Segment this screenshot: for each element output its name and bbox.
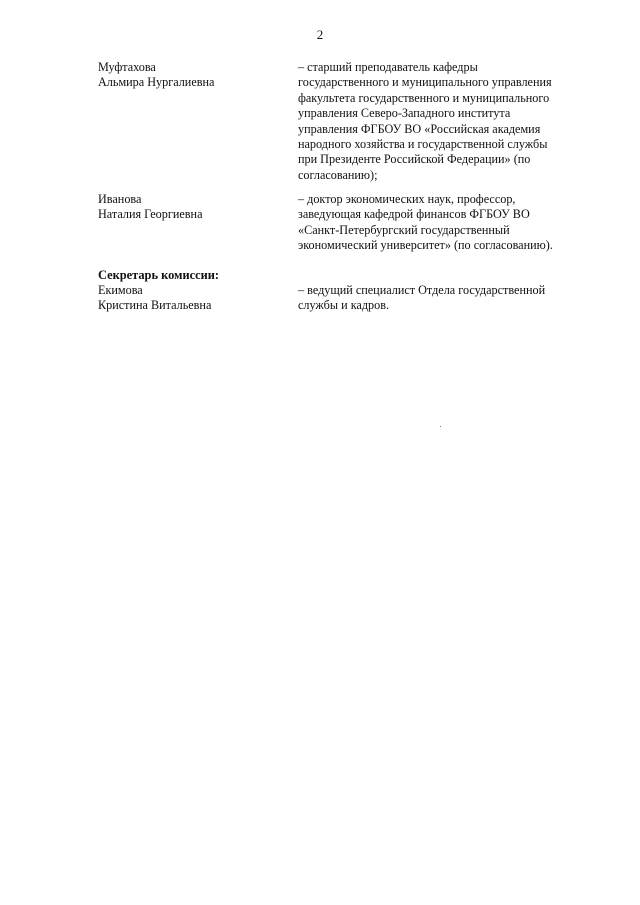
page-number: 2 (316, 27, 324, 42)
member-name: Муфтахова Альмира Нургалиевна (98, 60, 215, 90)
member-role: – старший преподаватель кафедры государственного и муниципального управления факультета государственного и муниципального управления Северо-Западного института управления ФГБОУ ВО «Российская академия народного хозяйства и государственной службы при Президенте Российской Федерации» (по согласованию); (298, 60, 552, 182)
member-role: – доктор экономических наук, профессор, заведующая кафедрой финансов ФГБОУ ВО «Санкт-Петербургский государственный экономический университет» (по согласованию). (298, 192, 553, 253)
secretary-heading: Секретарь комиссии: (98, 268, 220, 282)
member-name: Иванова Наталия Георгиевна (98, 192, 203, 222)
secretary-name: Екимова Кристина Витальевна (98, 283, 212, 313)
scan-speck (440, 426, 441, 427)
secretary-role: – ведущий специалист Отдела государственной службы и кадров. (298, 283, 546, 313)
